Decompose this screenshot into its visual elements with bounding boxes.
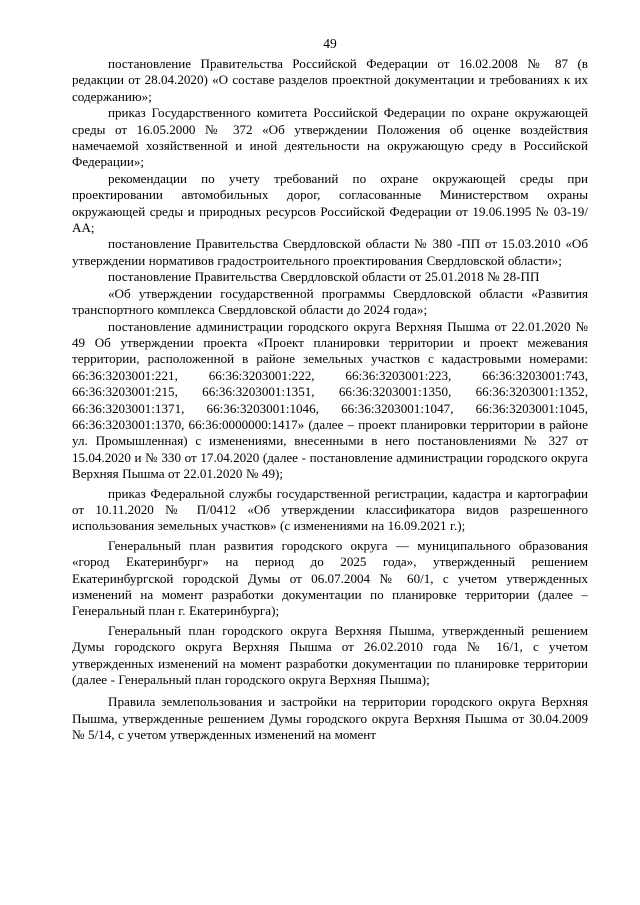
paragraph-order-372: приказ Государственного комитета Российской Федерации по охране окружающей среды от 16.05.2000 № 372 «Об утверждении Положения об оценке воздействия намечаемой хозяйственной и иной деятельности на окружающую среду в Российской Федерации»; — [72, 105, 588, 170]
paragraph-administration-decree-49: постановление администрации городского округа Верхняя Пышма от 22.01.2020 № 49 Об утверждении проекта «Проект планировки территории и проект межевания территории, расположенной в районе земельных участков с кадастровыми номерами: 66:36:3203001:221, 66:36:3203001:222, 66:36:3203001:223, 66:36:3203001:743, 66:36:3203001:215, 66:36:3203001:1351, 66:36:3203001:1350, 66:36:3203001:1352, 66:36:3203001:1371, 66:36:3203001:1046, 66:36:3203001:1047, 66:36:3203001:1045, 66:36:3203001:1370, 66:36:0000000:1417» (далее – проект планировки территории в районе ул. Промышленная) с изменениями, внесенными в него постановлениями № 327 от 15.04.2020 и № 330 от 17.04.2020 (далее - постановление администрации городского округа Верхняя Пышма от 22.01.2020 № 49); — [72, 318, 588, 482]
paragraph-decree-380-pp: постановление Правительства Свердловской области № 380 -ПП от 15.03.2010 «Об утверждении нормативов градостроительного проектирования Свердловской области»; — [72, 236, 588, 268]
paragraph-master-plan-verkhnyaya-pyshma: Генеральный план городского округа Верхняя Пышма, утвержденный решением Думы городского округа Верхняя Пышма от 26.02.2010 года № 16/1, с учетом утвержденных изменений на момент разработки документации по планировке территории (далее - Генеральный план городского округа Верхняя Пышма); — [72, 622, 588, 688]
paragraph-state-program-transport: «Об утверждении государственной программы Свердловской области «Развития транспортного комплекса Свердловской области до 2024 года»; — [72, 285, 588, 318]
paragraph-recommendations-road-design: рекомендации по учету требований по охране окружающей среды при проектировании автомобильных дорог, согласованные Министерством охраны окружающей среды и природных ресурсов Российской Федерации от 19.06.1995 № 03-19/АА; — [72, 170, 588, 236]
paragraph-decree-28-pp: постановление Правительства Свердловской области от 25.01.2018 № 28-ПП — [108, 269, 540, 285]
paragraph-master-plan-ekaterinburg: Генеральный план развития городского округа — муниципального образования «город Екатеринбург» на период до 2025 года», утвержденный решением Екатеринбургской городской Думы от 06.07.2004 № 60/1, с учетом утвержденных изменений на момент разработки документации по планировке территории (далее – Генеральный план г. Екатеринбурга); — [72, 537, 588, 619]
paragraph-land-use-rules: Правила землепользования и застройки на территории городского округа Верхняя Пышма, утвержденные решением Думы городского округа Верхняя Пышма от 30.04.2009 № 5/14, с учетом утвержденных изменений на момент — [72, 694, 588, 743]
paragraph-decree-87: постановление Правительства Российской Федерации от 16.02.2008 № 87 (в редакции от 28.04.2020) «О составе разделов проектной документации и требованиях к их содержанию»; — [72, 56, 588, 104]
paragraph-rosreestr-order: приказ Федеральной службы государственной регистрации, кадастра и картографии от 10.11.2020 № П/0412 «Об утверждении классификатора видов разрешенного использования земельных участков» (с изменениями на 16.09.2021 г.); — [72, 485, 588, 534]
page-number: 49 — [323, 36, 337, 51]
